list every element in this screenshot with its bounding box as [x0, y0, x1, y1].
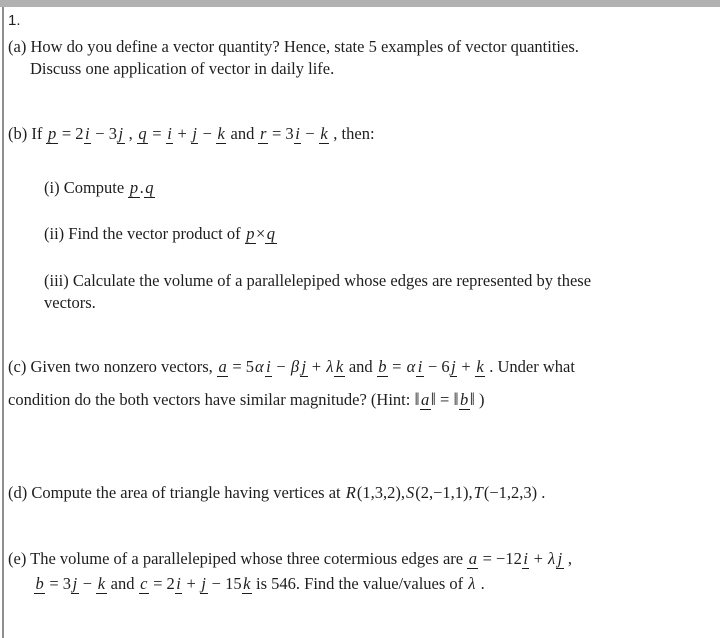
part-b-item-iii-line-2: vectors. — [44, 293, 96, 312]
part-b-item-iii-line-1: (iii) Calculate the volume of a parallelepiped whose edges are represented by these — [44, 271, 592, 290]
page-left-border — [2, 7, 4, 638]
part-b-item-ii: (ii) Find the vector product of p×q — [44, 224, 276, 243]
window-top-bar — [0, 0, 720, 7]
part-b-item-i: (i) Compute p.q — [44, 178, 154, 197]
part-b-intro: (b) If p = 2i − 3j , q = i + j − k and r = 3i − k , then: — [8, 124, 375, 143]
part-c-line-1: (c) Given two nonzero vectors, a = 5α i − β j + λ k and b = α i − 6j + k . Under what — [8, 357, 575, 376]
part-c-line-2: condition do the both vectors have similar magnitude? (Hint: ‖a‖ = ‖b‖ ) — [8, 389, 485, 409]
question-number: 1. — [8, 12, 21, 29]
part-a-line-2: Discuss one application of vector in daily life. — [30, 59, 335, 78]
part-e-line-2: b = 3j − k and c = 2i + j − 15k is 546. Find the value/values of λ . — [35, 574, 485, 593]
part-a-line-1: (a) How do you define a vector quantity? Hence, state 5 examples of vector quantities. — [8, 37, 579, 56]
part-d-line-1: (d) Compute the area of triangle having vertices at R(1,3,2),S(2,−1,1),T(−1,2,3) . — [8, 483, 546, 502]
part-e-line-1: (e) The volume of a parallelepiped whose three cotermious edges are a = −12i + λ j , — [8, 549, 572, 568]
